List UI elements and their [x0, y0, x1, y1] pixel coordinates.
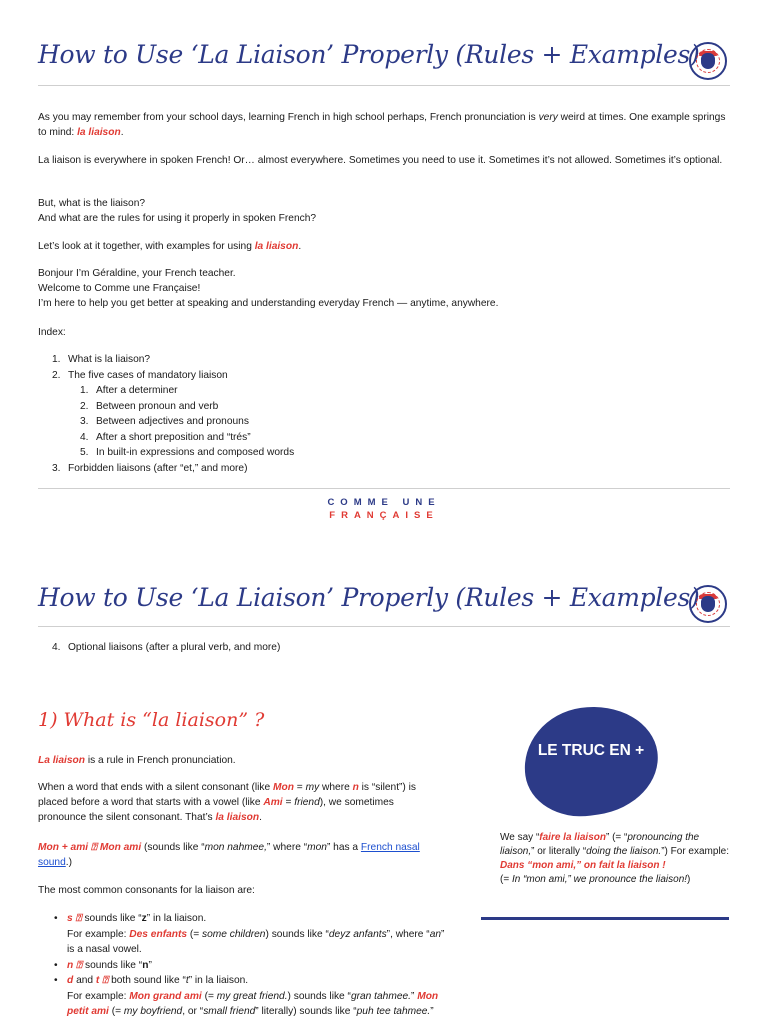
header-divider	[38, 85, 730, 86]
brand-logo-icon	[689, 42, 727, 80]
nasal-sound-link[interactable]: French nasal sound	[38, 842, 420, 868]
paragraph-lets-look: Let’s look at it together, with examples for using la liaison.	[38, 241, 302, 252]
list-item: • d and t ⍰ both sound like “t” in la liaison. For example: Mon grand ami (= my great friend.) sounds like “gran tahmee.” Mon petit ami (= my boyfriend, or “small friend” literally) sounds like “puh tee tahmee.”	[52, 973, 452, 1020]
list-item: • s ⍰ sounds like “z” in la liaison. For example: Des enfants (= some children) sounds like “deyz anfants”, where “an” is a nasal vowel.	[52, 911, 452, 958]
explanation-paragraph: When a word that ends with a silent consonant (like Mon = my where n is “silent”) is placed before a word that starts with a vowel (like Ami = friend), we sometimes pronounce the silent consonant. That’s la liaison.	[38, 782, 416, 823]
index-subitem[interactable]: 1. After a determiner	[80, 385, 178, 396]
header-divider	[38, 626, 730, 627]
brand-wordmark-top: COMME UNE	[327, 497, 441, 508]
tip-divider	[481, 917, 729, 920]
index-subitem[interactable]: 5. In built-in expressions and composed words	[80, 447, 295, 458]
page-title: How to Use ‘La Liaison’ Properly (Rules + Examples)	[38, 40, 700, 69]
intro-paragraph: As you may remember from your school days, learning French in high school perhaps, French pronunciation is very weird at times. One example springs to mind: la liaison.	[38, 112, 726, 138]
index-subitem[interactable]: 4. After a short preposition and “trés”	[80, 431, 251, 443]
footer-divider	[38, 488, 730, 489]
index-subitem[interactable]: 2. Between pronoun and verb	[80, 400, 219, 412]
paragraph-questions: But, what is the liaison? And what are the rules for using it properly in spoken French?	[38, 198, 317, 224]
tip-badge-shape	[517, 698, 665, 824]
index-list-continued	[52, 640, 280, 656]
index-label: Index:	[38, 327, 66, 338]
consonants-intro: The most common consonants for la liaison are:	[38, 885, 255, 896]
section-heading: 1) What is “la liaison” ?	[38, 709, 265, 731]
index-list	[52, 352, 294, 476]
brand-logo-icon	[689, 585, 727, 623]
paragraph-welcome: Bonjour I’m Géraldine, your French teacher. Welcome to Comme une Française! I’m here to help you get better at speaking and understanding everyday French — anytime, anywhere.	[38, 268, 499, 309]
index-subitem[interactable]: 3. Between adjectives and pronouns	[80, 416, 249, 427]
index-item[interactable]: 2. The five cases of mandatory liaison	[52, 369, 228, 381]
paragraph-everywhere: La liaison is everywhere in spoken French! Or… almost everywhere. Sometimes you need to use it. Sometimes it’s not allowed. Sometimes it’s optional.	[38, 155, 723, 166]
definition-paragraph: La liaison is a rule in French pronunciation.	[38, 755, 236, 766]
brand-wordmark-bottom: FRANÇAISE	[329, 510, 439, 521]
example-paragraph: Mon + ami ⍰ Mon ami (sounds like “mon nahmee,” where “mon” has a French nasal sound.)	[38, 842, 420, 868]
index-item[interactable]: 1. What is la liaison?	[52, 354, 151, 365]
tip-paragraph: We say “faire la liaison” (= “pronouncing the liaison,” or literally “doing the liaison.”) For example: Dans “mon ami,” on fait la liaison ! (= In “mon ami,” we pronounce the liaison!)	[500, 832, 730, 885]
list-item: • n ⍰ sounds like “n”	[52, 958, 452, 974]
consonant-list	[52, 911, 452, 1020]
page-title: How to Use ‘La Liaison’ Properly (Rules + Examples)	[38, 583, 700, 612]
index-item[interactable]: 4. Optional liaisons (after a plural verb, and more)	[52, 642, 281, 653]
index-item[interactable]: 3. Forbidden liaisons (after “et,” and more)	[52, 462, 248, 474]
tip-badge-label: LE TRUC EN +	[537, 742, 645, 759]
